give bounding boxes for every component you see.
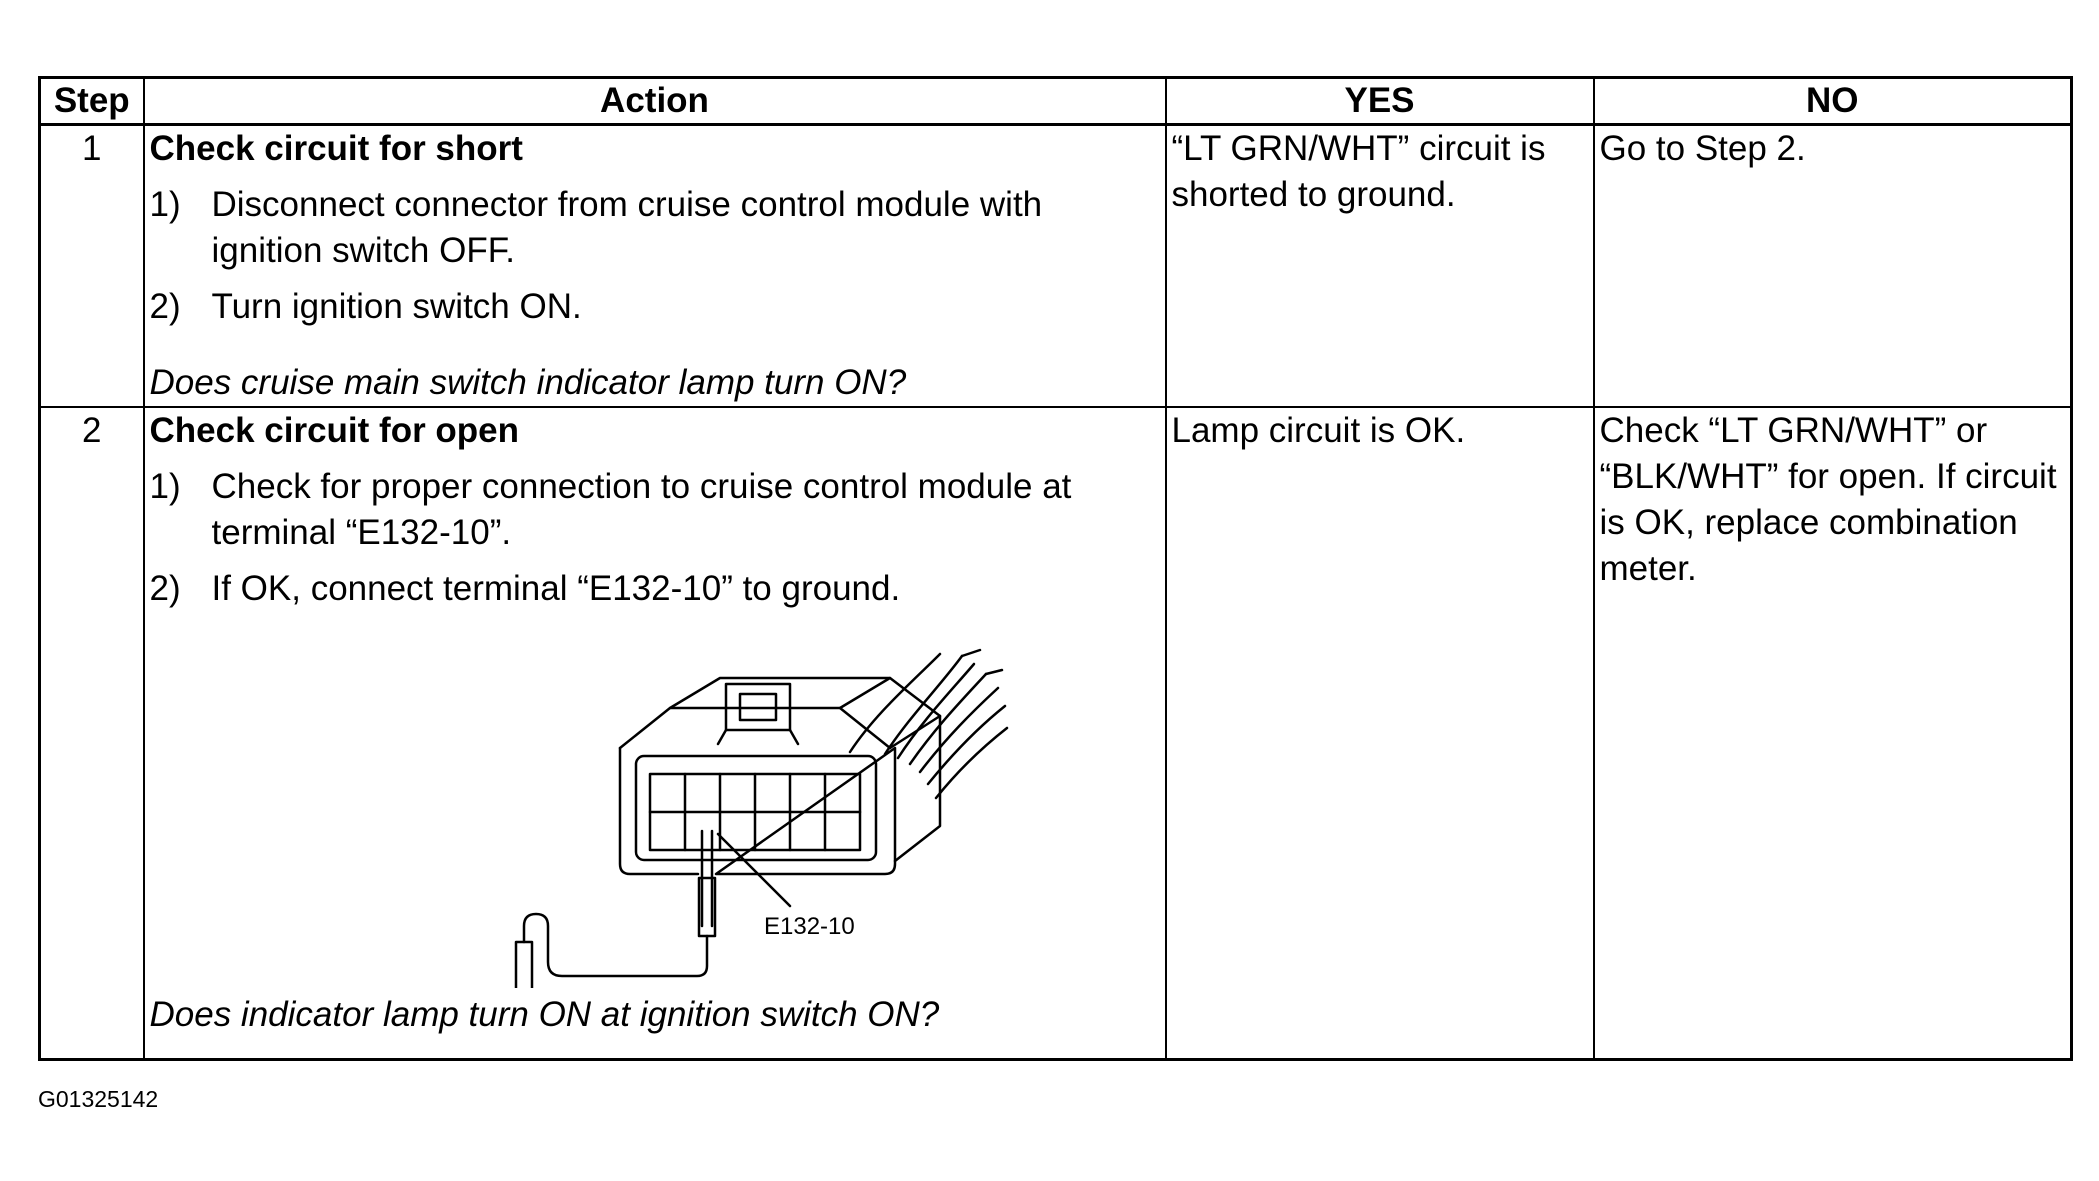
figure-code: G01325142 [38,1086,159,1112]
action-cell [144,125,1166,408]
table-header-row [40,78,2072,125]
substep-text: Turn ignition switch ON. [211,287,582,326]
substep-text: Disconnect connector from cruise control module with ignition switch OFF. [211,185,1043,270]
connector-illustration [150,626,1150,988]
substep [150,284,1160,330]
terminal-label: E132-10 [763,913,855,940]
step-question: Does cruise main switch indicator lamp turn ON? [149,363,907,402]
diagnostic-table [38,76,2073,1061]
no-cell [1594,407,2072,1059]
yes-cell [1166,125,1594,408]
action-cell [144,407,1166,1059]
no-result: Go to Step 2. [1599,129,1806,168]
no-cell [1594,125,2072,408]
header-step: Step [40,78,144,125]
yes-result: “LT GRN/WHT” circuit is shorted to ground. [1171,129,1546,214]
header-yes: YES [1166,78,1594,125]
no-result: Check “LT GRN/WHT” or “BLK/WHT” for open. If circuit is OK, replace combination meter. [1599,411,2057,588]
yes-result: Lamp circuit is OK. [1171,411,1466,450]
substep-number: 2) [149,287,181,326]
substep [150,464,1160,556]
substep-number: 1) [149,185,181,224]
step-heading: Check circuit for short [149,129,523,168]
substep-number: 1) [149,467,181,506]
header-action: Action [144,78,1166,125]
step-heading: Check circuit for open [149,411,520,450]
step-number: 1 [40,125,144,408]
step-number: 2 [40,407,144,1059]
substep-text: If OK, connect terminal “E132-10” to ground. [211,569,901,608]
table-row [40,125,2072,408]
table-row [40,407,2072,1059]
substep-text: Check for proper connection to cruise control module at terminal “E132-10”. [211,467,1072,552]
header-no: NO [1594,78,2072,125]
substep [150,182,1160,274]
substep [150,566,1160,612]
step-question: Does indicator lamp turn ON at ignition switch ON? [149,995,940,1034]
yes-cell [1166,407,1594,1059]
substep-number: 2) [149,569,181,608]
